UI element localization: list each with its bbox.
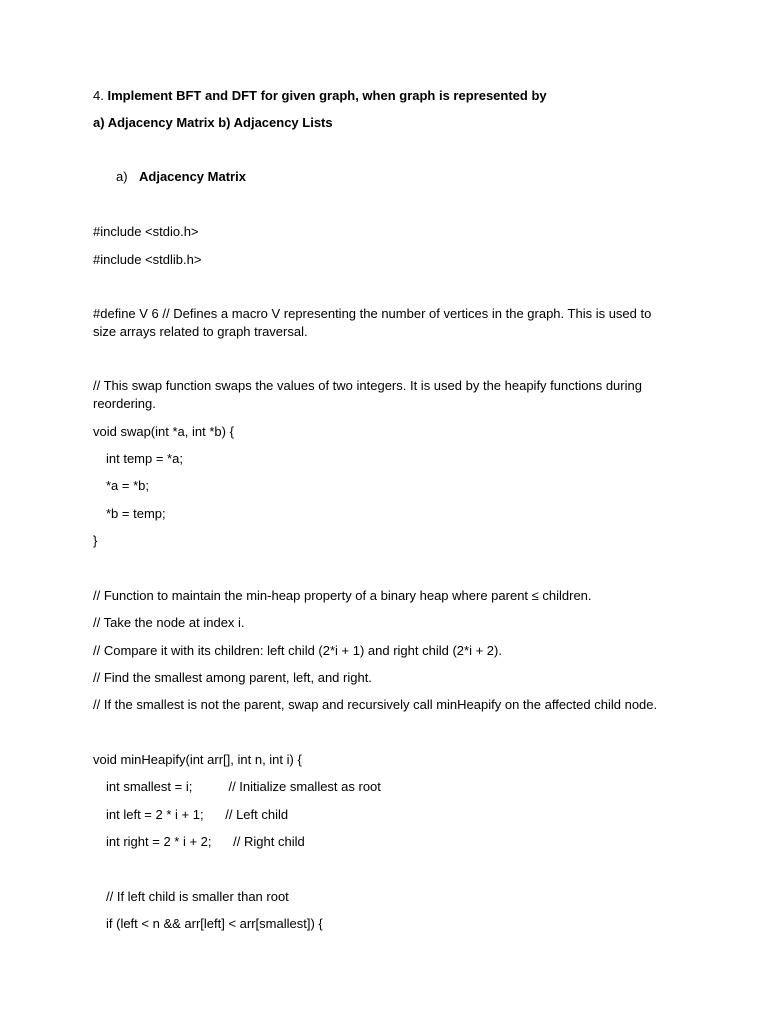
code-minheapify-signature: void minHeapify(int arr[], int n, int i) { (93, 752, 302, 767)
question-title: Implement BFT and DFT for given graph, when graph is represented by (107, 88, 547, 103)
code-heap-comment-3: // Compare it with its children: left child (2*i + 1) and right child (2*i + 2). (93, 643, 502, 658)
subsection-title: Adjacency Matrix (139, 169, 246, 184)
code-minheapify-line2: int left = 2 * i + 1; // Left child (106, 807, 289, 822)
code-minheapify-line3: int right = 2 * i + 2; // Right child (106, 834, 305, 849)
code-minheapify-line4: if (left < n && arr[left] < arr[smallest]) { (106, 916, 323, 931)
code-swap-line2: *a = *b; (106, 478, 150, 493)
code-swap-line1: int temp = *a; (106, 451, 183, 466)
question-heading-line2: a) Adjacency Matrix b) Adjacency Lists (93, 115, 333, 130)
code-heap-comment-1: // Function to maintain the min-heap property of a binary heap where parent ≤ children. (93, 588, 592, 603)
code-include-stdlib: #include <stdlib.h> (93, 252, 202, 267)
code-include-stdio: #include <stdio.h> (93, 224, 199, 239)
code-swap-close: } (93, 533, 98, 548)
code-swap-comment: // This swap function swaps the values of two integers. It is used by the heapify functions during reordering. (93, 378, 642, 411)
code-heap-comment-4: // Find the smallest among parent, left, and right. (93, 670, 372, 685)
code-heap-comment-2: // Take the node at index i. (93, 615, 245, 630)
code-minheapify-line1: int smallest = i; // Initialize smallest as root (106, 779, 381, 794)
code-minheapify-comment: // If left child is smaller than root (106, 889, 289, 904)
code-define-line: #define V 6 // Defines a macro V representing the number of vertices in the graph. This is used to size arrays related to graph traversal. (93, 306, 652, 339)
code-swap-signature: void swap(int *a, int *b) { (93, 424, 234, 439)
code-heap-comment-5: // If the smallest is not the parent, swap and recursively call minHeapify on the affected child node. (93, 697, 658, 712)
subsection-marker: a) (116, 169, 128, 184)
question-heading-line1 (93, 87, 547, 105)
question-number: 4. (93, 88, 104, 103)
code-swap-line3: *b = temp; (106, 506, 166, 521)
